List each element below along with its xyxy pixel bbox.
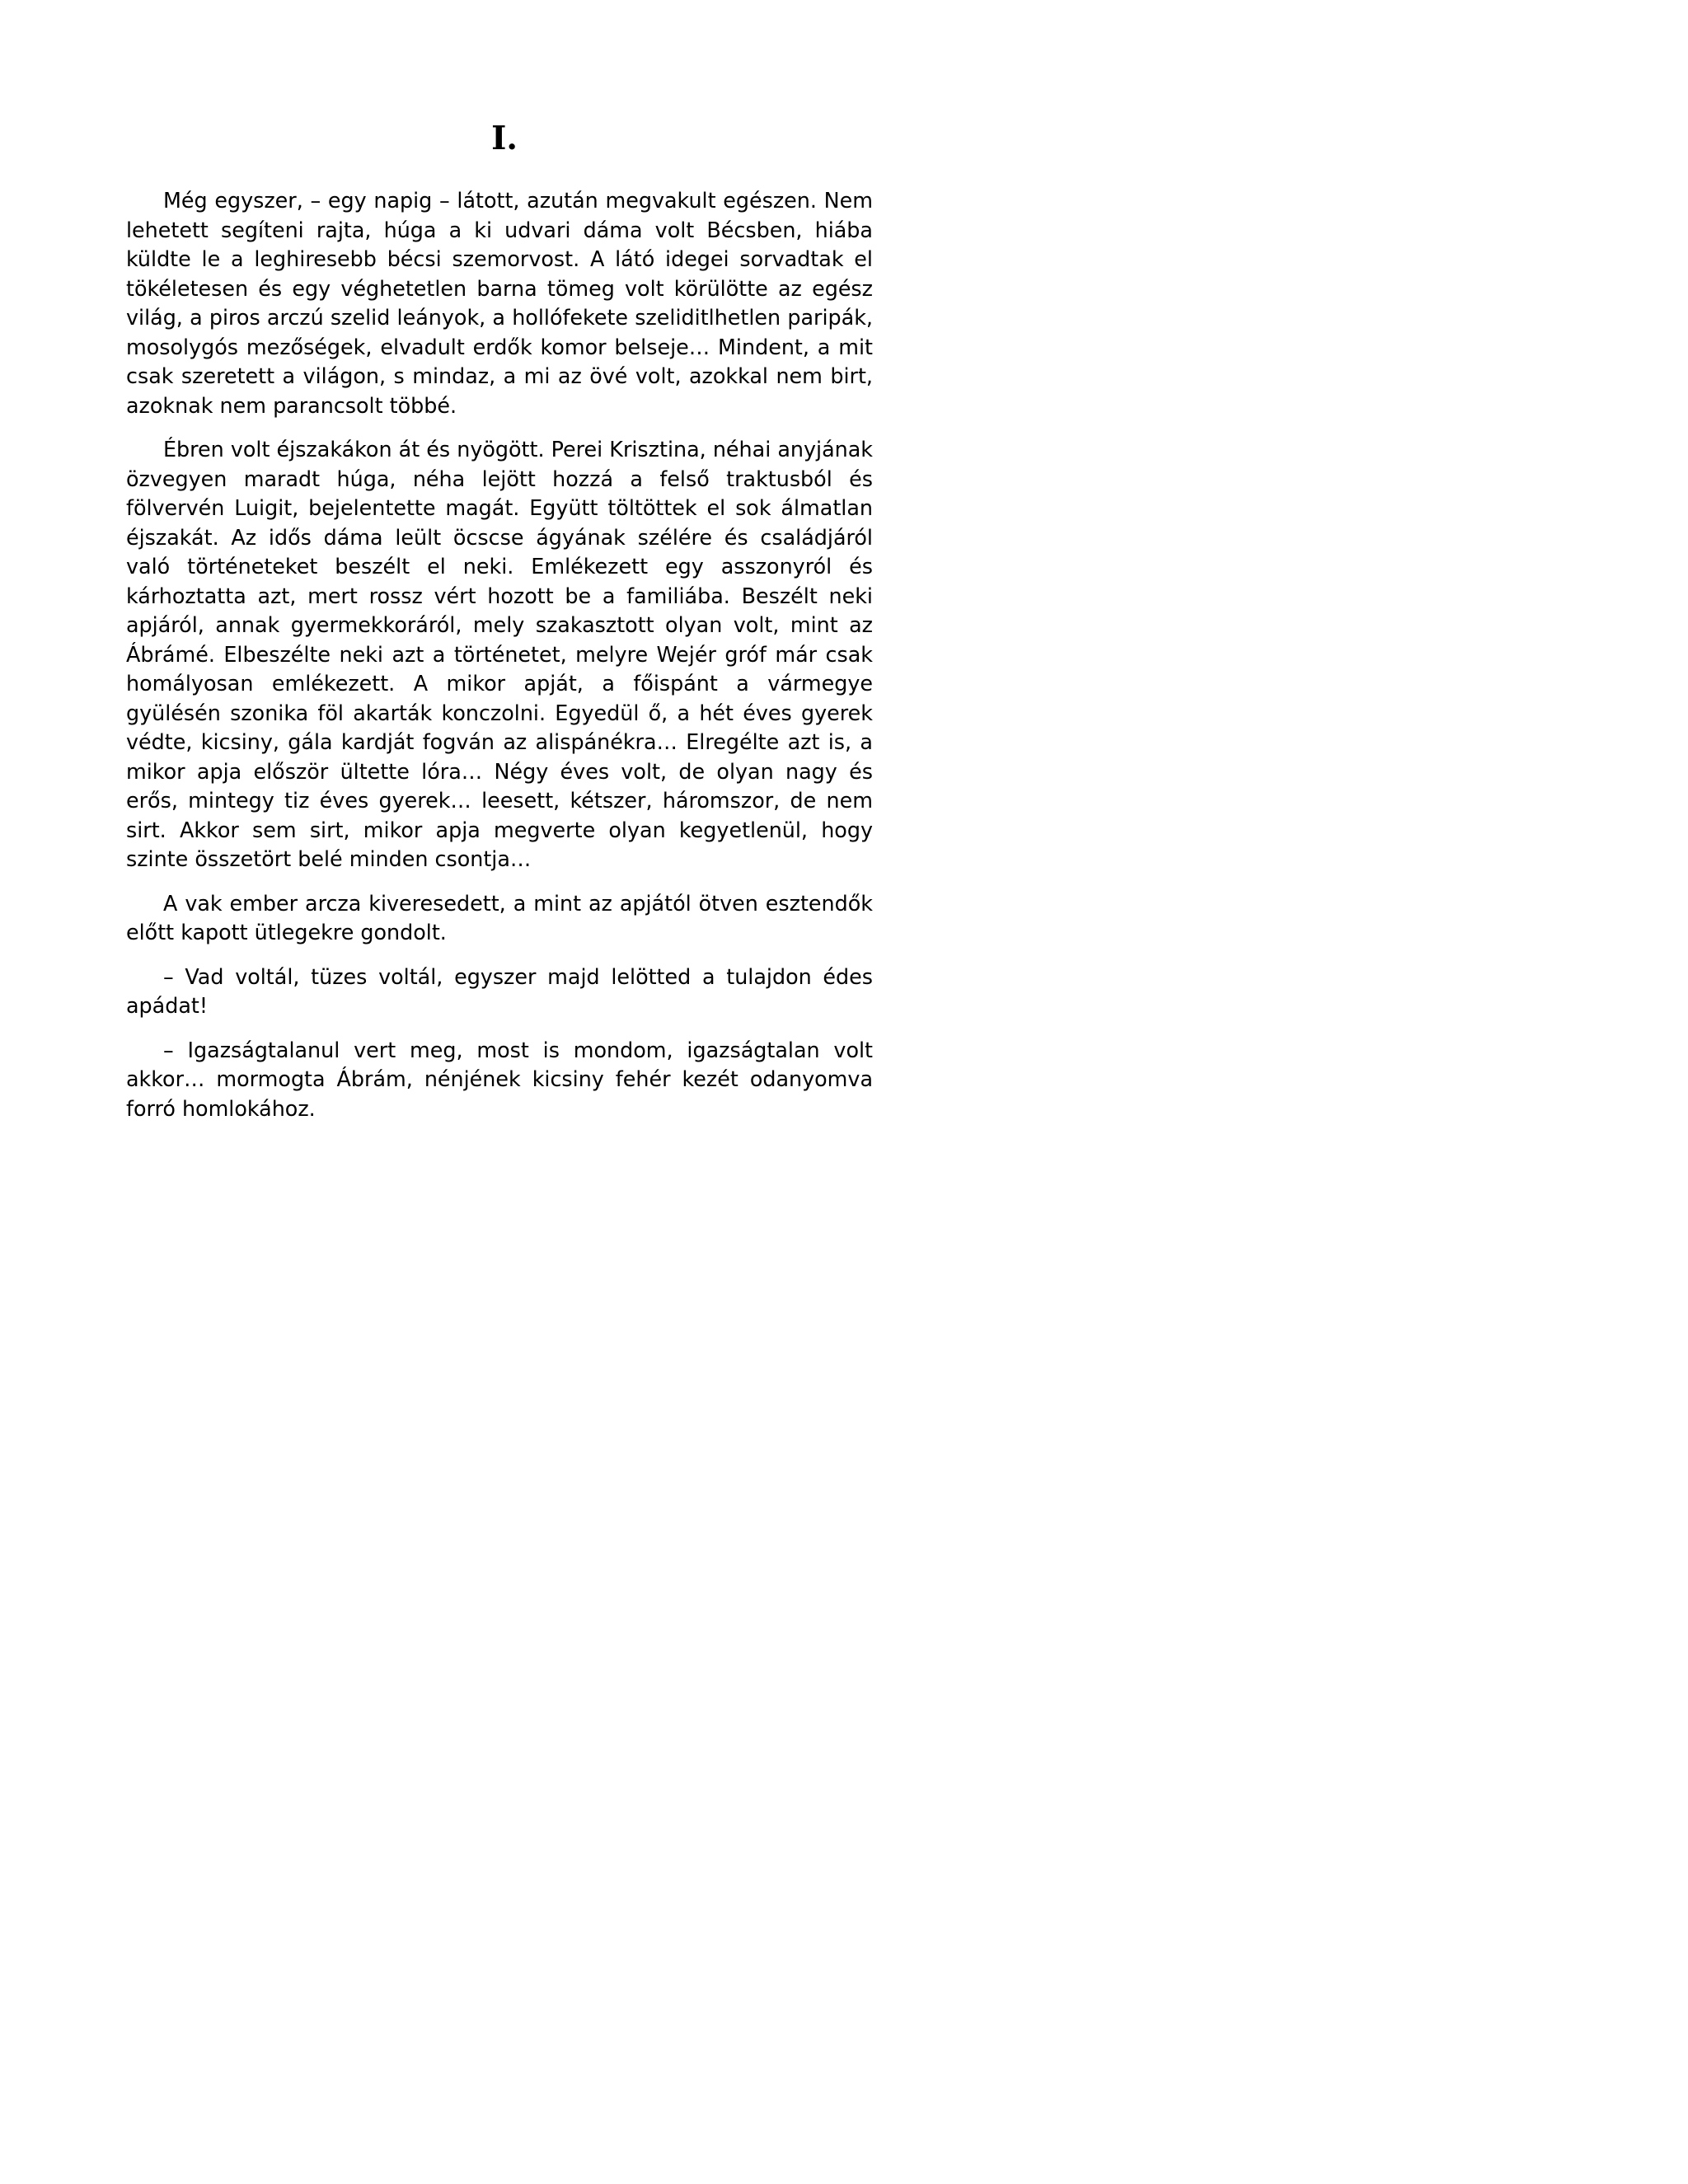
- paragraph-2: Ébren volt éjszakákon át és nyögött. Perei Krisztina, néhai anyjának özvegyen maradt húga, néha lejött hozzá a felső traktusból és fölvervén Luigit, bejelentette magát. Együtt töltöttek el sok álmatlan éjszakát. Az idős dáma leült öcscse ágyának szélére és családjáról való történeteket beszélt el neki. Emlékezett egy asszonyról és kárhoztatta azt, mert rossz vért hozott be a familiába. Beszélt neki apjáról, annak gyermekkoráról, mely szakasztott olyan volt, mint az Ábrámé. Elbeszélte neki azt a történetet, melyre Wejér gróf már csak homályosan emlékezett. A mikor apját, a főispánt a vármegye gyülésén szonika föl akarták konczolni. Egyedül ő, a hét éves gyerek védte, kicsiny, gála kardját fogván az alispánékra… Elregélte azt is, a mikor apja először ültette lóra… Négy éves volt, de olyan nagy és erős, mintegy tiz éves gyerek… leesett, kétszer, háromszor, de nem sirt. Akkor sem sirt, mikor apja megverte olyan kegyetlenül, hogy szinte összetört belé minden csontja…: [126, 437, 873, 871]
- paragraph-1: Még egyszer, – egy napig – látott, azután megvakult egészen. Nem lehetett segíteni rajta, húga a ki udvari dáma volt Bécsben, hiába küldte le a leghiresebb bécsi szemorvost. A látó idegei sorvadtak el tökéletesen és egy véghetetlen barna tömeg volt körülötte az egész világ, a piros arczú szelid leányok, a hollófekete szeliditlhetlen paripák, mosolygós mezőségek, elvadult erdők komor belseje… Mindent, a mit csak szeretett a világon, s mindaz, a mi az övé volt, azokkal nem birt, azoknak nem parancsolt többé.: [126, 188, 873, 418]
- paragraph-5: – Igazságtalanul vert meg, most is mondom, igazságtalan volt akkor… mormogta Ábrám, nénjének kicsiny fehér kezét odanyomva forró homlokához.: [126, 1037, 873, 1121]
- book-page: [0, 0, 1009, 1305]
- paragraph-3: A vak ember arcza kiveresedett, a mint az apjától ötven esztendők előtt kapott ütlegekre gondolt.: [126, 890, 873, 944]
- paragraph-4: – Vad voltál, tüzes voltál, egyszer majd lelötted a tulajdon édes apádat!: [126, 963, 873, 1018]
- body-text: [126, 186, 873, 1138]
- chapter-heading: I.: [491, 120, 518, 157]
